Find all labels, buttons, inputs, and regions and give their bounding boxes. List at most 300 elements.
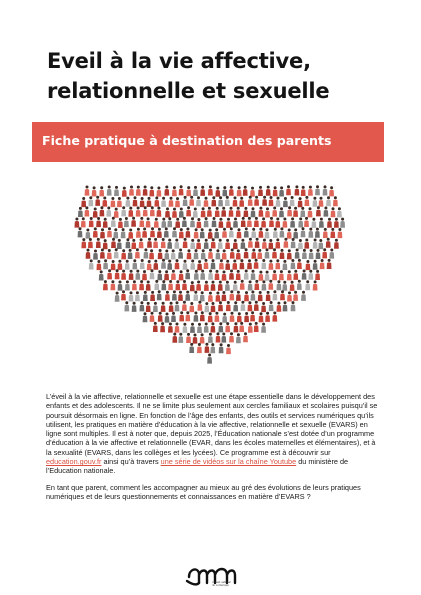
person-figure: [165, 313, 170, 323]
person-figure: [157, 187, 162, 197]
person-figure: [259, 312, 264, 322]
person-figure: [331, 207, 336, 217]
person-figure: [113, 228, 118, 238]
person-figure: [324, 207, 329, 217]
person-figure: [153, 260, 158, 270]
person-figure: [200, 333, 205, 343]
person-figure: [143, 291, 148, 301]
person-figure: [334, 239, 339, 249]
person-figure: [241, 217, 246, 227]
person-figure: [316, 206, 321, 216]
person-figure: [222, 186, 227, 196]
person-figure: [279, 270, 284, 280]
person-figure: [205, 343, 210, 353]
person-figure: [197, 343, 202, 353]
person-figure: [175, 323, 180, 333]
person-figure: [287, 270, 292, 280]
person-figure: [300, 207, 305, 217]
person-figure: [146, 281, 151, 291]
person-figure: [304, 217, 309, 227]
person-figure: [164, 186, 169, 196]
person-figure: [172, 208, 177, 218]
person-figure: [93, 227, 98, 237]
person-figure: [103, 259, 108, 269]
person-figure: [211, 302, 216, 312]
person-figure: [200, 291, 205, 301]
person-figure: [208, 270, 213, 280]
person-figure: [233, 218, 238, 228]
person-figure: [99, 270, 104, 280]
person-figure: [259, 207, 264, 217]
person-figure: [229, 186, 234, 196]
person-figure: [167, 260, 172, 270]
person-figure: [259, 228, 264, 238]
person-figure: [236, 207, 241, 217]
person-figure: [146, 302, 151, 312]
person-figure: [254, 217, 259, 227]
paragraph-1-part-c: du ministère de l’Education nationale.: [46, 457, 349, 476]
person-figure: [161, 280, 166, 290]
person-figure: [197, 323, 202, 333]
person-figure: [161, 238, 166, 248]
person-figure: [117, 197, 122, 207]
person-figure: [189, 196, 194, 206]
person-figure: [316, 249, 321, 259]
person-figure: [222, 291, 227, 301]
person-figure: [107, 186, 112, 196]
person-figure: [255, 238, 260, 248]
person-figure: [161, 218, 166, 228]
person-figure: [237, 312, 242, 322]
person-figure: [254, 196, 259, 206]
person-figure: [190, 281, 195, 291]
person-figure: [154, 280, 159, 290]
person-figure: [140, 301, 145, 311]
person-figure: [175, 280, 180, 290]
person-figure: [225, 322, 230, 332]
person-figure: [168, 323, 173, 333]
person-figure: [233, 196, 238, 206]
person-figure: [290, 281, 295, 291]
person-figure: [210, 343, 215, 353]
person-figure: [218, 239, 223, 249]
person-figure: [126, 197, 131, 207]
person-figure: [257, 249, 262, 259]
person-figure: [250, 311, 255, 321]
person-figure: [182, 217, 187, 227]
person-figure: [244, 270, 249, 280]
person-figure: [149, 186, 154, 196]
person-figure: [251, 291, 256, 301]
person-figure: [115, 269, 120, 279]
person-figure: [121, 270, 126, 280]
person-figure: [165, 291, 170, 301]
person-figure: [241, 301, 246, 311]
person-figure: [204, 217, 209, 227]
person-figure: [297, 280, 302, 290]
person-figure: [103, 218, 108, 228]
person-figure: [208, 292, 213, 302]
person-figure: [182, 280, 187, 290]
person-figure: [107, 227, 112, 237]
person-figure: [326, 196, 331, 206]
person-figure: [244, 227, 249, 237]
person-figure: [114, 248, 119, 258]
person-figure: [131, 217, 136, 227]
person-figure: [239, 197, 244, 207]
person-figure: [230, 249, 235, 259]
person-figure: [248, 196, 253, 206]
person-figure: [136, 228, 141, 238]
person-figure: [320, 259, 325, 269]
person-figure: [149, 249, 154, 259]
person-figure: [212, 217, 217, 227]
person-figure: [243, 332, 248, 342]
person-figure: [190, 323, 195, 333]
person-figure: [244, 207, 249, 217]
person-figure: [89, 217, 94, 227]
person-figure: [114, 208, 119, 218]
person-figure: [114, 186, 119, 196]
person-figure: [219, 343, 224, 353]
person-figure: [175, 197, 180, 207]
person-figure: [219, 218, 224, 228]
person-figure: [160, 322, 165, 332]
person-figure: [194, 228, 199, 238]
person-figure: [251, 228, 256, 238]
person-figure: [200, 311, 205, 321]
organization-logo: [185, 563, 240, 591]
person-figure: [313, 197, 318, 207]
person-figure: [241, 239, 246, 249]
person-figure: [204, 323, 209, 333]
person-figure: [93, 208, 98, 218]
person-figure: [236, 270, 241, 280]
person-figure: [81, 238, 86, 248]
person-figure: [174, 239, 179, 249]
person-figure: [164, 227, 169, 237]
person-figure: [143, 186, 148, 196]
person-figure: [131, 239, 136, 249]
education-gouv-link[interactable]: education.gouv.fr: [46, 457, 102, 467]
person-figure: [204, 259, 209, 269]
person-figure: [268, 239, 273, 249]
person-figure: [295, 249, 300, 259]
person-figure: [196, 196, 201, 206]
person-figure: [95, 196, 100, 206]
person-figure: [243, 186, 248, 196]
youtube-series-link[interactable]: une série de vidéos sur la chaîne Youtube: [160, 457, 297, 467]
person-figure: [183, 323, 188, 333]
person-figure: [124, 301, 129, 311]
person-figure: [280, 249, 285, 259]
person-figure: [313, 280, 318, 290]
person-figure: [118, 218, 123, 228]
person-figure: [207, 354, 212, 364]
person-figure: [139, 238, 144, 248]
person-figure: [196, 239, 201, 249]
person-figure: [308, 228, 313, 238]
person-figure: [261, 259, 266, 269]
person-figure: [308, 207, 313, 217]
person-figure: [99, 186, 104, 196]
person-figure: [111, 217, 116, 227]
person-figure: [164, 250, 169, 260]
person-figure: [147, 260, 152, 270]
person-figure: [215, 270, 220, 280]
person-figure: [254, 301, 259, 311]
person-figure: [190, 260, 195, 270]
person-figure: [225, 260, 230, 270]
person-figure: [172, 290, 177, 300]
person-figure: [135, 291, 140, 301]
person-figure: [218, 196, 223, 206]
person-figure: [272, 312, 277, 322]
title-line-1: Eveil à la vie affective,: [47, 49, 311, 73]
subtitle-banner: [32, 122, 384, 162]
person-figure: [196, 281, 201, 291]
person-figure: [175, 301, 180, 311]
person-figure: [247, 259, 252, 269]
person-figure: [279, 186, 284, 196]
person-figure: [258, 186, 263, 196]
person-figure: [172, 333, 177, 343]
person-figure: [121, 206, 126, 216]
person-figure: [283, 301, 288, 311]
person-figure: [132, 280, 137, 290]
person-figure: [132, 302, 137, 312]
person-figure: [240, 259, 245, 269]
person-figure: [233, 239, 238, 249]
person-figure: [304, 239, 309, 249]
person-figure: [111, 280, 116, 290]
person-figure: [165, 207, 170, 217]
person-figure: [244, 248, 249, 258]
person-figure: [275, 259, 280, 269]
person-figure: [183, 260, 188, 270]
person-figure: [222, 271, 227, 281]
person-figure: [218, 301, 223, 311]
person-figure: [140, 259, 145, 269]
person-figure: [118, 260, 123, 270]
person-figure: [319, 218, 324, 228]
person-figure: [232, 260, 237, 270]
person-figure: [143, 312, 148, 322]
person-figure: [225, 196, 230, 206]
person-figure: [211, 196, 216, 206]
person-figure: [157, 290, 162, 300]
person-figure: [283, 218, 288, 228]
logo-caption-line-1: conseil national: [212, 581, 231, 584]
person-figure: [89, 259, 94, 269]
person-figure: [193, 291, 198, 301]
person-figure: [261, 217, 266, 227]
person-figure: [197, 218, 202, 228]
person-figure: [269, 260, 274, 270]
person-figure: [302, 270, 307, 280]
logo-caption: [212, 582, 231, 587]
person-figure: [198, 301, 203, 311]
person-figure: [302, 249, 307, 259]
person-figure: [78, 207, 83, 217]
person-figure: [208, 229, 213, 239]
person-figure: [305, 196, 310, 206]
person-figure: [248, 280, 253, 290]
person-figure: [92, 186, 97, 196]
person-figure: [100, 206, 105, 216]
person-figure: [207, 207, 212, 217]
person-figure: [269, 301, 274, 311]
person-figure: [279, 207, 284, 217]
person-figure: [197, 260, 202, 270]
person-figure: [157, 270, 162, 280]
person-figure: [211, 322, 216, 332]
person-figure: [135, 248, 140, 258]
person-figure: [291, 238, 296, 248]
person-figure: [142, 270, 147, 280]
person-figure: [215, 312, 220, 322]
person-figure: [226, 218, 231, 228]
person-figure: [211, 281, 216, 291]
person-figure: [284, 238, 289, 248]
person-figure: [158, 249, 163, 259]
person-figure: [194, 312, 199, 322]
logo-caption-line-2: du numérique: [212, 583, 229, 587]
person-figure: [280, 227, 285, 237]
person-figure: [161, 197, 166, 207]
person-figure: [128, 229, 133, 239]
person-figure: [240, 280, 245, 290]
person-figure: [96, 217, 101, 227]
person-figure: [129, 270, 134, 280]
paragraph-1-part-a: L’éveil à la vie affective, relationnelle et sexuelle est une étape essentielle dans le développement des enfants et des adolescents. Il ne se limite plus seulement aux cercles familiaux et scolaires puisqu’il se poursuit désormais en ligne. En fonction de l’âge des enfants, des outils et services numériques qu’ils utilisent, les pratiques en matière d’éducation à la vie affective, relationnelle et sexuelle (EVARS) en ligne sont multiples. Il est à noter que, depuis 2025, l’Éducation nationale s’est dotée d’un programme d’éducation à la vie affective et relationnelle (EVAR, dans les écoles maternelles et élémentaires), et à la sexualité (EVARS, dans les collèges et les lycées). Ce programme est à découvrir sur: [46, 392, 378, 457]
person-figure: [229, 290, 234, 300]
person-figure: [215, 187, 220, 197]
person-figure: [237, 228, 242, 238]
person-figure: [189, 343, 194, 353]
person-figure: [121, 228, 126, 238]
person-figure: [265, 207, 270, 217]
person-figure: [175, 259, 180, 269]
person-figure: [273, 186, 278, 196]
person-figure: [126, 238, 131, 248]
person-figure: [261, 323, 266, 333]
person-figure: [251, 249, 256, 259]
person-figure: [150, 206, 155, 216]
person-figure: [93, 250, 98, 260]
person-figure: [147, 238, 152, 248]
person-figure: [248, 301, 253, 311]
person-figure: [293, 270, 298, 280]
person-figure: [111, 197, 116, 207]
person-figure: [301, 227, 306, 237]
person-figure: [193, 334, 198, 344]
person-figure: [133, 196, 138, 206]
person-figure: [282, 281, 287, 291]
person-figure: [154, 218, 159, 228]
person-figure: [168, 280, 173, 290]
person-figure: [262, 239, 267, 249]
person-figure: [102, 197, 107, 207]
person-figure: [287, 291, 292, 301]
person-figure: [239, 322, 244, 332]
person-figure: [208, 333, 213, 343]
person-figure: [121, 249, 126, 259]
person-figure: [254, 259, 259, 269]
person-figure: [286, 185, 291, 195]
person-figure: [308, 270, 313, 280]
person-figure: [193, 186, 198, 196]
person-figure: [204, 281, 209, 291]
person-figure: [259, 271, 264, 281]
person-figure: [262, 280, 267, 290]
person-figure: [97, 260, 102, 270]
person-figure: [186, 228, 191, 238]
person-figure: [313, 239, 318, 249]
person-figure: [153, 322, 158, 332]
person-figure: [86, 249, 91, 259]
person-figure: [237, 186, 242, 196]
paragraph-2: En tant que parent, comment les accompagner au mieux au gré des évolutions de leurs pratiques numériques et de leurs questionnements et connaissances en matière d’EVARS ?: [46, 482, 361, 501]
person-figure: [179, 311, 184, 321]
person-figure: [261, 302, 266, 312]
person-figure: [298, 239, 303, 249]
person-figure: [287, 229, 292, 239]
person-figure: [266, 186, 271, 196]
person-figure: [236, 249, 241, 259]
person-figure: [329, 186, 334, 196]
person-figure: [107, 249, 112, 259]
person-figure: [248, 323, 253, 333]
person-figure: [204, 302, 209, 312]
person-figure: [226, 301, 231, 311]
person-figure: [187, 249, 192, 259]
person-figure: [265, 248, 270, 258]
person-figure: [185, 269, 190, 279]
person-figure: [193, 208, 198, 218]
person-figure: [272, 270, 277, 280]
title-line-2: relationnelle et sexuelle: [47, 79, 330, 103]
person-figure: [88, 196, 93, 206]
person-figure: [190, 217, 195, 227]
person-figure: [251, 207, 256, 217]
person-figure: [153, 238, 158, 248]
body-text: [46, 392, 382, 501]
person-figure: [290, 196, 295, 206]
person-figure: [115, 292, 120, 302]
person-figure: [216, 332, 221, 342]
person-figure: [326, 238, 331, 248]
person-figure: [200, 270, 205, 280]
person-figure: [280, 290, 285, 300]
page-title: [47, 46, 387, 106]
person-figure: [337, 207, 342, 217]
person-figure: [219, 259, 224, 269]
person-figure: [122, 187, 127, 197]
person-figure: [186, 186, 191, 196]
person-figure: [111, 238, 116, 248]
person-figure: [100, 228, 105, 238]
person-figure: [179, 208, 184, 218]
person-figure: [81, 197, 86, 207]
person-figure: [275, 238, 280, 248]
person-figure: [183, 196, 188, 206]
person-figure: [298, 197, 303, 207]
person-figure: [201, 207, 206, 217]
subtitle-text: Fiche pratique à destination des parents: [42, 133, 332, 148]
person-figure: [136, 186, 141, 196]
person-figure: [258, 291, 263, 301]
